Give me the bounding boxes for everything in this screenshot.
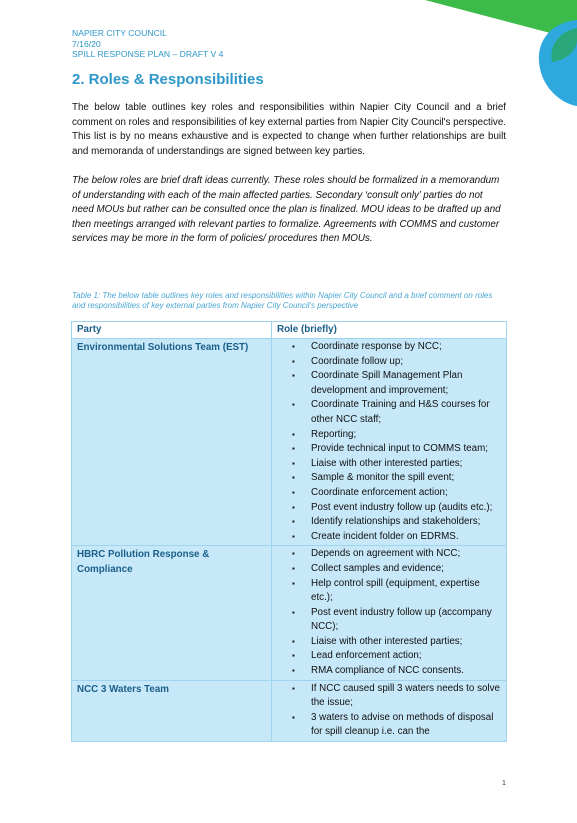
bullet-icon: ▪ — [292, 712, 295, 722]
list-item — [272, 711, 502, 740]
role-list — [272, 682, 502, 740]
intro-paragraph: The below table outlines key roles and responsibilities within Napier City Council and a brief comment on roles and responsibilities of key external parties from Napier City Council's perspective. This list is by no means exhaustive and is expected to change when further relationships are built and memoranda of understandings are signed between key parties. — [72, 102, 506, 157]
role-text: Lead enforcement action; — [311, 650, 422, 662]
list-item — [272, 486, 502, 501]
bullet-icon: ▪ — [292, 517, 295, 527]
role-text: Coordinate Spill Management Plan development and improvement; — [311, 370, 463, 396]
list-item — [272, 398, 502, 427]
list-item — [272, 355, 502, 370]
header-doc-title: SPILL RESPONSE PLAN – DRAFT V 4 — [72, 49, 224, 60]
role-text: Liaise with other interested parties; — [311, 457, 463, 469]
bullet-icon: ▪ — [292, 458, 295, 468]
list-item — [272, 547, 502, 562]
bullet-icon: ▪ — [292, 473, 295, 483]
table-row — [72, 339, 507, 546]
bullet-icon: ▪ — [292, 400, 295, 410]
role-text: 3 waters to advise on methods of disposal for spill cleanup i.e. can the — [311, 711, 494, 738]
bullet-icon: ▪ — [292, 356, 295, 366]
bullet-icon: ▪ — [292, 371, 295, 381]
bullet-icon: ▪ — [292, 607, 295, 617]
list-item — [272, 682, 502, 711]
roles-table-body — [72, 339, 507, 742]
bullet-icon: ▪ — [292, 578, 295, 588]
list-item — [272, 515, 502, 530]
bullet-icon: ▪ — [292, 487, 295, 497]
bullet-icon: ▪ — [292, 429, 295, 439]
bullet-icon: ▪ — [292, 444, 295, 454]
header-org: NAPIER CITY COUNCIL — [72, 28, 167, 38]
roles-table — [71, 321, 507, 742]
header-role: Role (briefly) — [272, 322, 507, 339]
party-cell: NCC 3 Waters Team — [72, 680, 272, 741]
draft-note-paragraph: The below roles are brief draft ideas currently. These roles should be formalized in a memorandum of understanding with each of the main affected parties. Secondary ‘consult only’ parties do not need MOUs but rather can be consulted once the plan is finalized. MOU ideas to be drafted up and then meetings arranged with relevant parties to formalize. Agreements with COMMS and customer services may be more in the form of policies/ procedures then MOUs. — [72, 175, 501, 245]
role-cell — [272, 680, 507, 741]
role-text: Collect samples and evidence; — [311, 562, 444, 574]
role-text: Provide technical input to COMMS team; — [311, 443, 488, 455]
page-number: 1 — [502, 780, 506, 787]
role-text: Create incident folder on EDRMS. — [311, 530, 459, 542]
role-text: Sample & monitor the spill event; — [311, 472, 455, 484]
bullet-icon: ▪ — [292, 549, 295, 559]
role-text: Coordinate follow up; — [311, 355, 404, 367]
list-item — [272, 501, 502, 516]
role-text: If NCC caused spill 3 waters needs to solve the issue; — [311, 682, 500, 709]
bullet-icon: ▪ — [292, 666, 295, 676]
list-item — [272, 471, 502, 486]
list-item — [272, 340, 502, 355]
role-text: Identify relationships and stakeholders; — [311, 516, 481, 528]
list-item — [272, 530, 502, 545]
header-date: 7/16/20 — [72, 38, 101, 49]
list-item — [272, 606, 502, 635]
header-party: Party — [72, 322, 272, 339]
role-list — [272, 340, 502, 544]
role-cell — [272, 546, 507, 680]
role-text: Reporting; — [311, 428, 357, 440]
role-text: Coordinate Training and H&S courses for other NCC staff; — [311, 399, 490, 425]
table-caption: Table 1: The below table outlines key roles and responsibilities within Napier City Council and a brief comment on roles and responsibilities of key external parties from Napier City Council's perspective — [72, 291, 493, 310]
bullet-icon: ▪ — [292, 342, 295, 351]
table-header-row — [72, 322, 507, 339]
table-row — [72, 546, 507, 680]
list-item — [272, 562, 502, 577]
role-text: Help control spill (equipment, expertise etc.); — [311, 577, 480, 604]
bullet-icon: ▪ — [292, 683, 295, 693]
list-item — [272, 635, 502, 650]
list-item — [272, 649, 502, 664]
bullet-icon: ▪ — [292, 502, 295, 512]
bullet-icon: ▪ — [292, 563, 295, 573]
role-cell — [272, 339, 507, 546]
party-cell: Environmental Solutions Team (EST) — [72, 339, 272, 546]
role-text: Liaise with other interested parties; — [311, 635, 463, 647]
table-row — [72, 680, 507, 741]
role-text: RMA compliance of NCC consents. — [311, 665, 464, 677]
list-item — [272, 428, 502, 443]
role-text: Depends on agreement with NCC; — [311, 548, 461, 560]
list-item — [272, 664, 502, 679]
list-item — [272, 442, 502, 457]
list-item — [272, 577, 502, 606]
list-item — [272, 369, 502, 398]
role-list — [272, 547, 502, 678]
bullet-icon: ▪ — [292, 531, 295, 541]
list-item — [272, 457, 502, 472]
role-text: Post event industry follow up (audits etc.); — [311, 501, 493, 513]
role-text: Post event industry follow up (accompany NCC); — [311, 606, 492, 633]
bullet-icon: ▪ — [292, 636, 295, 646]
role-text: Coordinate response by NCC; — [311, 341, 442, 352]
document-header — [72, 28, 223, 60]
section-title: 2. Roles & Responsibilities — [72, 71, 264, 88]
role-text: Coordinate enforcement action; — [311, 486, 448, 498]
party-cell: HBRC Pollution Response & Compliance — [72, 546, 272, 680]
bullet-icon: ▪ — [292, 651, 295, 661]
